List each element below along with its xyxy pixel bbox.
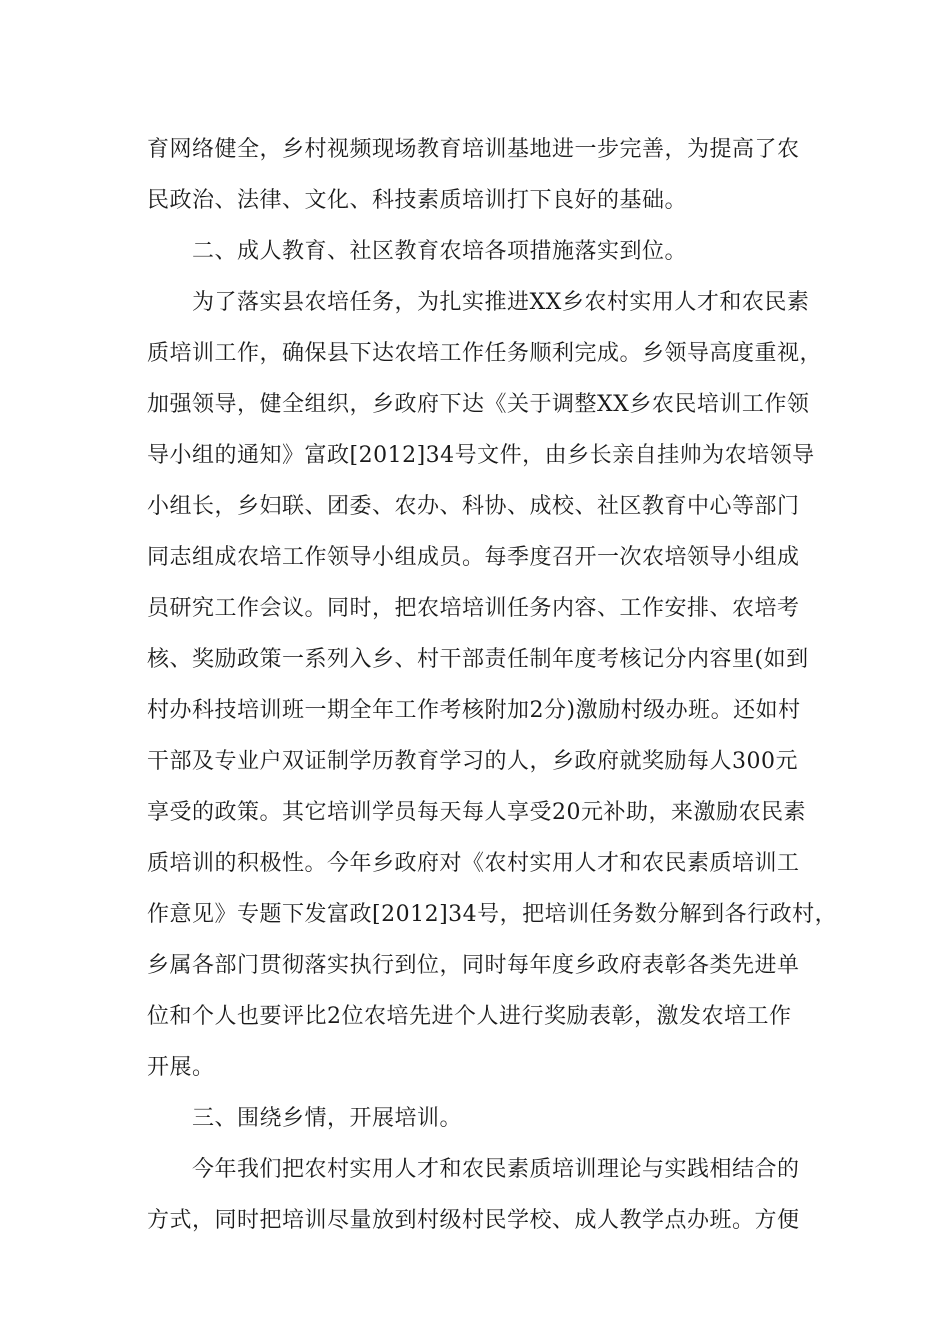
section-heading: 二、成人教育、社区教育农培各项措施落实到位。 bbox=[192, 239, 688, 264]
text-line: 加强领导，健全组织，乡政府下达《关于调整XX乡农民培训工作领 bbox=[147, 392, 810, 417]
text-line: 开展。 bbox=[147, 1055, 215, 1080]
text-line: 同志组成农培工作领导小组成员。每季度召开一次农培领导小组成 bbox=[147, 545, 800, 570]
text-line: 作意见》专题下发富政[2012]34号，把培训任务数分解到各行政村， bbox=[147, 902, 838, 927]
text-line: 育网络健全，乡村视频现场教育培训基地进一步完善，为提高了农 bbox=[147, 137, 800, 162]
text-line: 位和个人也要评比2位农培先进个人进行奖励表彰，激发农培工作 bbox=[147, 1004, 792, 1029]
text-line: 为了落实县农培任务，为扎实推进XX乡农村实用人才和农民素 bbox=[192, 290, 810, 315]
text-line: 乡属各部门贯彻落实执行到位，同时每年度乡政府表彰各类先进单 bbox=[147, 953, 800, 978]
text-line: 员研究工作会议。同时，把农培培训任务内容、工作安排、农培考 bbox=[147, 596, 800, 621]
section-heading: 三、围绕乡情，开展培训。 bbox=[192, 1106, 463, 1131]
text-line: 导小组的通知》富政[2012]34号文件，由乡长亲自挂帅为农培领导 bbox=[147, 443, 815, 468]
text-line: 质培训工作，确保县下达农培工作任务顺利完成。乡领导高度重视， bbox=[147, 341, 823, 366]
text-line: 小组长，乡妇联、团委、农办、科协、成校、社区教育中心等部门 bbox=[147, 494, 800, 519]
text-line: 质培训的积极性。今年乡政府对《农村实用人才和农民素质培训工 bbox=[147, 851, 800, 876]
text-line: 核、奖励政策一系列入乡、村干部责任制年度考核记分内容里(如到 bbox=[147, 647, 809, 672]
text-line: 享受的政策。其它培训学员每天每人享受20元补助，来激励农民素 bbox=[147, 800, 806, 825]
text-line: 今年我们把农村实用人才和农民素质培训理论与实践相结合的 bbox=[192, 1157, 800, 1182]
text-line: 村办科技培训班一期全年工作考核附加2分)激励村级办班。还如村 bbox=[147, 698, 801, 723]
text-line: 民政治、法律、文化、科技素质培训打下良好的基础。 bbox=[147, 188, 688, 213]
text-line: 方式，同时把培训尽量放到村级村民学校、成人教学点办班。方便 bbox=[147, 1208, 800, 1233]
text-line: 干部及专业户双证制学历教育学习的人，乡政府就奖励每人300元 bbox=[147, 749, 798, 774]
